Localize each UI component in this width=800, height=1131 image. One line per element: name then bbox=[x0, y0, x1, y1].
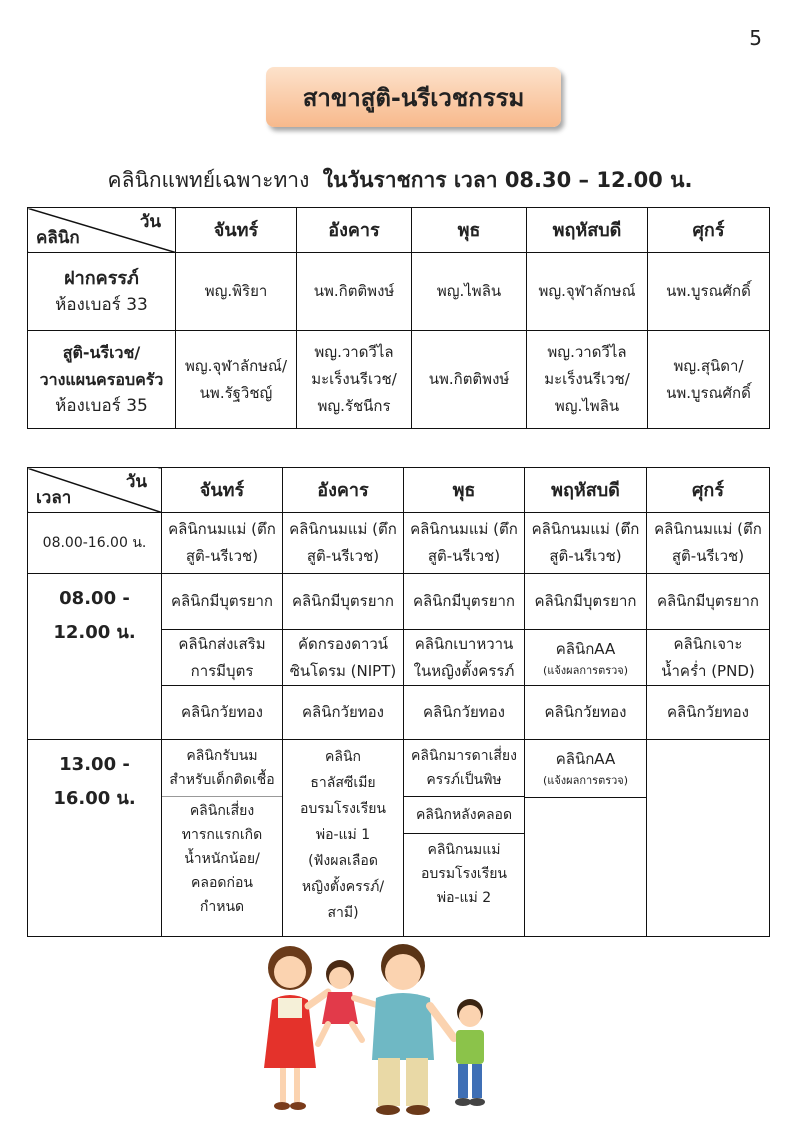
doctor-cell: พญ.วาดวีไลมะเร็งนรีเวช/พญ.รัชนีกร bbox=[297, 331, 412, 429]
subtitle-main: ในวันราชการ เวลา 08.30 – 12.00 น. bbox=[322, 168, 693, 192]
clinic-doctor-table bbox=[27, 207, 770, 429]
section-title: สาขาสูติ-นรีเวชกรรม bbox=[266, 67, 561, 127]
table-row bbox=[28, 574, 770, 630]
doctor-cell: พญ.ไพลิน bbox=[412, 253, 527, 331]
time-label: 13.00 - 16.00 น. bbox=[28, 740, 162, 937]
doctor-cell: นพ.กิตติพงษ์ bbox=[412, 331, 527, 429]
schedule-cell bbox=[162, 740, 283, 937]
subtitle bbox=[0, 164, 800, 197]
schedule-cell: คลินิกวัยทอง bbox=[647, 686, 770, 740]
corner-header bbox=[28, 208, 176, 253]
corner-time-label: เวลา bbox=[36, 488, 72, 508]
schedule-cell: คลินิกนมแม่ (ตึกสูติ-นรีเวช) bbox=[647, 513, 770, 574]
schedule-cell bbox=[525, 740, 647, 937]
day-header: ศุกร์ bbox=[648, 208, 770, 253]
table-row bbox=[28, 331, 770, 429]
schedule-cell: คลินิกนมแม่ (ตึกสูติ-นรีเวช) bbox=[525, 513, 647, 574]
corner-day-label: วัน bbox=[139, 212, 161, 232]
doctor-cell: พญ.จุฬาลักษณ์ bbox=[527, 253, 648, 331]
schedule-cell: คลินิกนมแม่ (ตึกสูติ-นรีเวช) bbox=[283, 513, 404, 574]
doctor-cell: พญ.จุฬาลักษณ์/นพ.รัฐวิชญ์ bbox=[176, 331, 297, 429]
clinic-time-table bbox=[27, 467, 770, 937]
time-label: 08.00 - 12.00 น. bbox=[28, 574, 162, 740]
day-header: จันทร์ bbox=[162, 468, 283, 513]
postpartum-clinic: คลินิกหลังคลอด bbox=[404, 796, 524, 833]
low-birthweight-clinic: คลินิกเสี่ยง ทารกแรกเกิด น้ำหนักน้อย/ คลอดก่อน กำหนด bbox=[162, 796, 282, 921]
family-illustration bbox=[258, 940, 528, 1125]
schedule-cell: คลินิกมีบุตรยาก bbox=[647, 574, 770, 630]
clinic-label: ฝากครรภ์ ห้องเบอร์ 33 bbox=[28, 253, 176, 331]
schedule-cell: คลินิกมีบุตรยาก bbox=[404, 574, 525, 630]
schedule-cell: คลินิกมีบุตรยาก bbox=[283, 574, 404, 630]
newborn-milk-clinic: คลินิกรับนม สำหรับเด็กติดเชื้อ bbox=[169, 748, 275, 788]
boy-figure bbox=[455, 999, 485, 1106]
table-row bbox=[28, 740, 770, 937]
schedule-cell: คลินิกวัยทอง bbox=[283, 686, 404, 740]
page-number: 5 bbox=[749, 26, 762, 50]
doctor-cell: พญ.สุนิดา/นพ.บูรณศักดิ์ bbox=[648, 331, 770, 429]
table-row bbox=[28, 253, 770, 331]
schedule-cell: คลินิกวัยทอง bbox=[404, 686, 525, 740]
schedule-cell: คลินิกวัยทอง bbox=[162, 686, 283, 740]
corner-clinic-label: คลินิก bbox=[36, 228, 80, 248]
doctor-cell: นพ.กิตติพงษ์ bbox=[297, 253, 412, 331]
schedule-cell: คลินิกเจาะ น้ำคร่ำ (PND) bbox=[647, 630, 770, 686]
doctor-cell: พญ.วาดวีไลมะเร็งนรีเวช/พญ.ไพลิน bbox=[527, 331, 648, 429]
schedule-cell: คลินิกวัยทอง bbox=[525, 686, 647, 740]
schedule-cell: คลินิกส่งเสริม การมีบุตร bbox=[162, 630, 283, 686]
mother-figure bbox=[264, 946, 328, 1110]
schedule-cell: คลินิกเบาหวาน ในหญิงตั้งครรภ์ bbox=[404, 630, 525, 686]
table-row bbox=[28, 513, 770, 574]
day-header: ศุกร์ bbox=[647, 468, 770, 513]
day-header: พฤหัสบดี bbox=[527, 208, 648, 253]
day-header: อังคาร bbox=[297, 208, 412, 253]
schedule-cell: คลินิกนมแม่ (ตึกสูติ-นรีเวช) bbox=[404, 513, 525, 574]
girl-figure bbox=[318, 960, 380, 1044]
clinic-label: สูติ-นรีเวช/ วางแผนครอบครัว ห้องเบอร์ 35 bbox=[28, 331, 176, 429]
preeclampsia-clinic: คลินิกมารดาเสี่ยง ครรภ์เป็นพิษ bbox=[411, 748, 517, 788]
schedule-cell-empty bbox=[647, 740, 770, 937]
day-header: พุธ bbox=[404, 468, 525, 513]
schedule-cell bbox=[404, 740, 525, 937]
doctor-cell: พญ.พิริยา bbox=[176, 253, 297, 331]
schedule-cell: คลินิกนมแม่ (ตึกสูติ-นรีเวช) bbox=[162, 513, 283, 574]
father-figure bbox=[372, 944, 454, 1115]
day-header: จันทร์ bbox=[176, 208, 297, 253]
time-label: 08.00-16.00 น. bbox=[28, 513, 162, 574]
schedule-cell: คลินิกมีบุตรยาก bbox=[162, 574, 283, 630]
corner-day-label: วัน bbox=[125, 472, 147, 492]
aa-clinic: คลินิกAA (แจ้งผลการตรวจ) bbox=[525, 740, 646, 798]
corner-header bbox=[28, 468, 162, 513]
schedule-cell: คลินิกAA (แจ้งผลการตรวจ) bbox=[525, 630, 647, 686]
day-header: พุธ bbox=[412, 208, 527, 253]
day-header: อังคาร bbox=[283, 468, 404, 513]
doctor-cell: นพ.บูรณศักดิ์ bbox=[648, 253, 770, 331]
schedule-cell: คัดกรองดาวน์ ซินโดรม (NIPT) bbox=[283, 630, 404, 686]
day-header: พฤหัสบดี bbox=[525, 468, 647, 513]
schedule-cell: คลินิกมีบุตรยาก bbox=[525, 574, 647, 630]
schedule-cell: คลินิก ธาลัสซีเมีย อบรมโรงเรียน พ่อ-แม่ 1 (ฟังผลเลือด หญิงตั้งครรภ์/ สามี) bbox=[283, 740, 404, 937]
parent-school-clinic: คลินิกนมแม่ อบรมโรงเรียน พ่อ-แม่ 2 bbox=[404, 833, 524, 914]
subtitle-prefix: คลินิกแพทย์เฉพาะทาง bbox=[107, 168, 310, 192]
